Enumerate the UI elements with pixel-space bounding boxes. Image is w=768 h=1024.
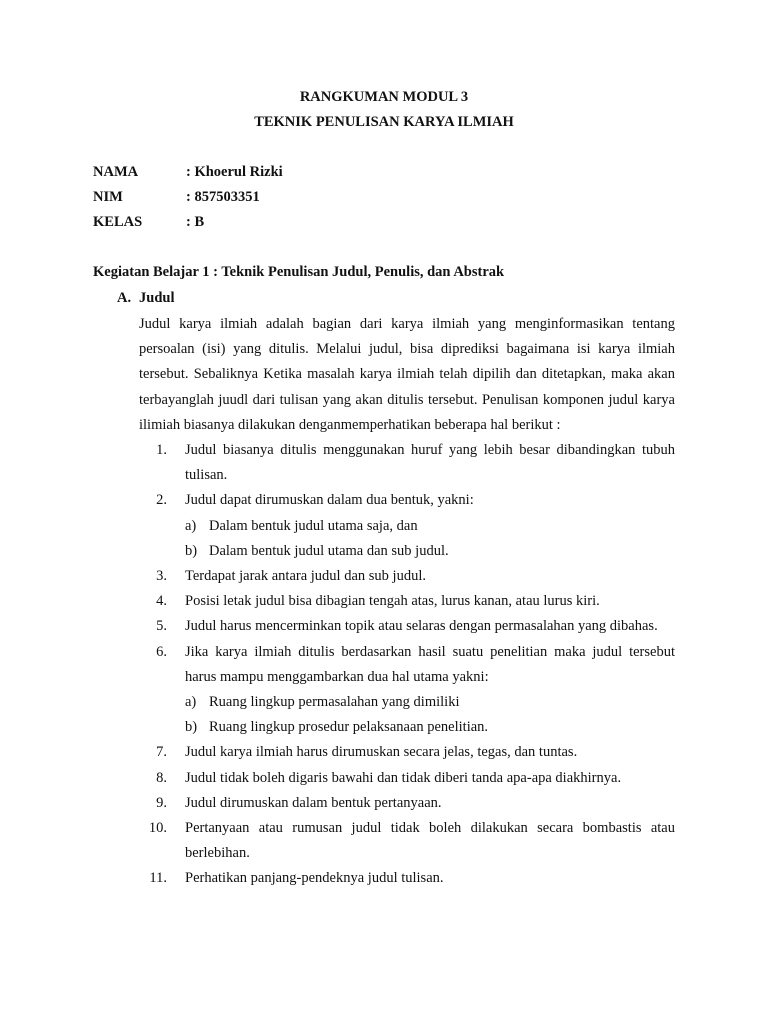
list-item-text: Perhatikan panjang-pendeknya judul tulisan. — [185, 870, 444, 887]
sub-list-text: Dalam bentuk judul utama dan sub judul. — [209, 542, 449, 559]
list-item-number: 6. — [156, 643, 167, 660]
list-item-number: 1. — [156, 442, 167, 458]
list-item-text: Posisi letak judul bisa dibagian tengah atas, lurus kanan, atau lurus kiri. — [185, 593, 600, 610]
sub-list-letter: a) — [185, 694, 197, 711]
intro-paragraph: Judul karya ilmiah adalah bagian dari karya ilmiah yang menginformasikan tentang persoalan (isi) yang ditulis. Melalui judul, bisa diprediksi bagaimana isi karya ilmiah tersebut. Sebaliknya Ketika masalah karya ilmiah telah dipilih dan ditetapkan, maka akan terbayanglah juudl dari tulisan yang akan ditulis tersebut. Penulisan komponen judul karya ilimiah biasanya dilakukan denganmemperhatikan beberapa hal berikut : — [139, 316, 675, 433]
info-row-nama — [93, 162, 283, 182]
list-item — [0, 614, 768, 639]
list-item-number: 2. — [156, 492, 167, 509]
list-item-number: 9. — [156, 794, 167, 811]
sub-list-letter: b) — [185, 719, 198, 736]
sub-list-text: Ruang lingkup permasalahan yang dimiliki — [209, 694, 460, 711]
sub-list-text: Dalam bentuk judul utama saja, dan — [209, 517, 418, 534]
info-value: : Khoerul Rizki — [186, 164, 283, 180]
list-item — [0, 791, 768, 816]
subsection-heading — [117, 288, 174, 308]
list-item — [0, 740, 768, 765]
document-subtitle: TEKNIK PENULISAN KARYA ILMIAH — [254, 114, 514, 130]
subsection-letter: A. — [117, 290, 132, 306]
info-label: NAMA — [93, 164, 139, 180]
list-item-number: 11. — [149, 870, 167, 887]
sub-list-item — [0, 539, 768, 564]
list-item-text: Judul dirumuskan dalam bentuk pertanyaan. — [185, 794, 442, 811]
info-value: : 857503351 — [186, 189, 260, 205]
list-item-number: 7. — [156, 744, 167, 761]
list-item-number: 3. — [156, 568, 167, 585]
subsection-title: Judul — [139, 290, 175, 306]
list-item — [0, 488, 768, 513]
info-label: KELAS — [93, 214, 143, 230]
list-item-number: 4. — [156, 593, 167, 610]
list-item-number: 10. — [148, 820, 167, 837]
list-item-text: Judul biasanya ditulis menggunakan huruf yang lebih besar dibandingkan tubuh tulisan. — [185, 442, 675, 484]
sub-list-letter: a) — [185, 517, 197, 534]
info-row-kelas — [93, 212, 204, 232]
list-item — [0, 438, 768, 488]
list-item-text: Judul karya ilmiah harus dirumuskan secara jelas, tegas, dan tuntas. — [185, 744, 578, 761]
document-title: RANGKUMAN MODUL 3 — [299, 89, 469, 105]
info-row-nim — [93, 187, 260, 207]
list-item-text: Judul dapat dirumuskan dalam dua bentuk, yakni: — [185, 492, 474, 509]
list-item — [0, 640, 768, 690]
list-item-number: 5. — [156, 618, 167, 635]
list-item-text: Jika karya ilmiah ditulis berdasarkan hasil suatu penelitian maka judul tersebut harus mampu menggambarkan dua hal utama yakni: — [185, 643, 675, 685]
list-item — [0, 866, 768, 891]
sub-list-item — [0, 715, 768, 740]
list-item-number: 8. — [156, 769, 167, 786]
numbered-list — [0, 438, 768, 892]
list-item-text: Pertanyaan atau rumusan judul tidak boleh dilakukan secara bombastis atau berlebihan. — [185, 820, 675, 862]
sub-list-letter: b) — [185, 542, 198, 559]
info-value: : B — [186, 214, 205, 230]
section-heading: Kegiatan Belajar 1 : Teknik Penulisan Judul, Penulis, dan Abstrak — [93, 264, 505, 280]
info-label: NIM — [93, 189, 123, 205]
list-item — [0, 766, 768, 791]
sub-list-text: Ruang lingkup prosedur pelaksanaan penelitian. — [209, 719, 489, 736]
list-item-text: Judul harus mencerminkan topik atau selaras dengan permasalahan yang dibahas. — [185, 618, 658, 635]
sub-list-item — [0, 690, 768, 715]
sub-list-item — [0, 514, 768, 539]
list-item — [0, 589, 768, 614]
list-item — [0, 816, 768, 866]
list-item-text: Terdapat jarak antara judul dan sub judul. — [185, 568, 426, 585]
list-item-text: Judul tidak boleh digaris bawahi dan tidak diberi tanda apa-apa diakhirnya. — [185, 769, 622, 786]
list-item — [0, 564, 768, 589]
